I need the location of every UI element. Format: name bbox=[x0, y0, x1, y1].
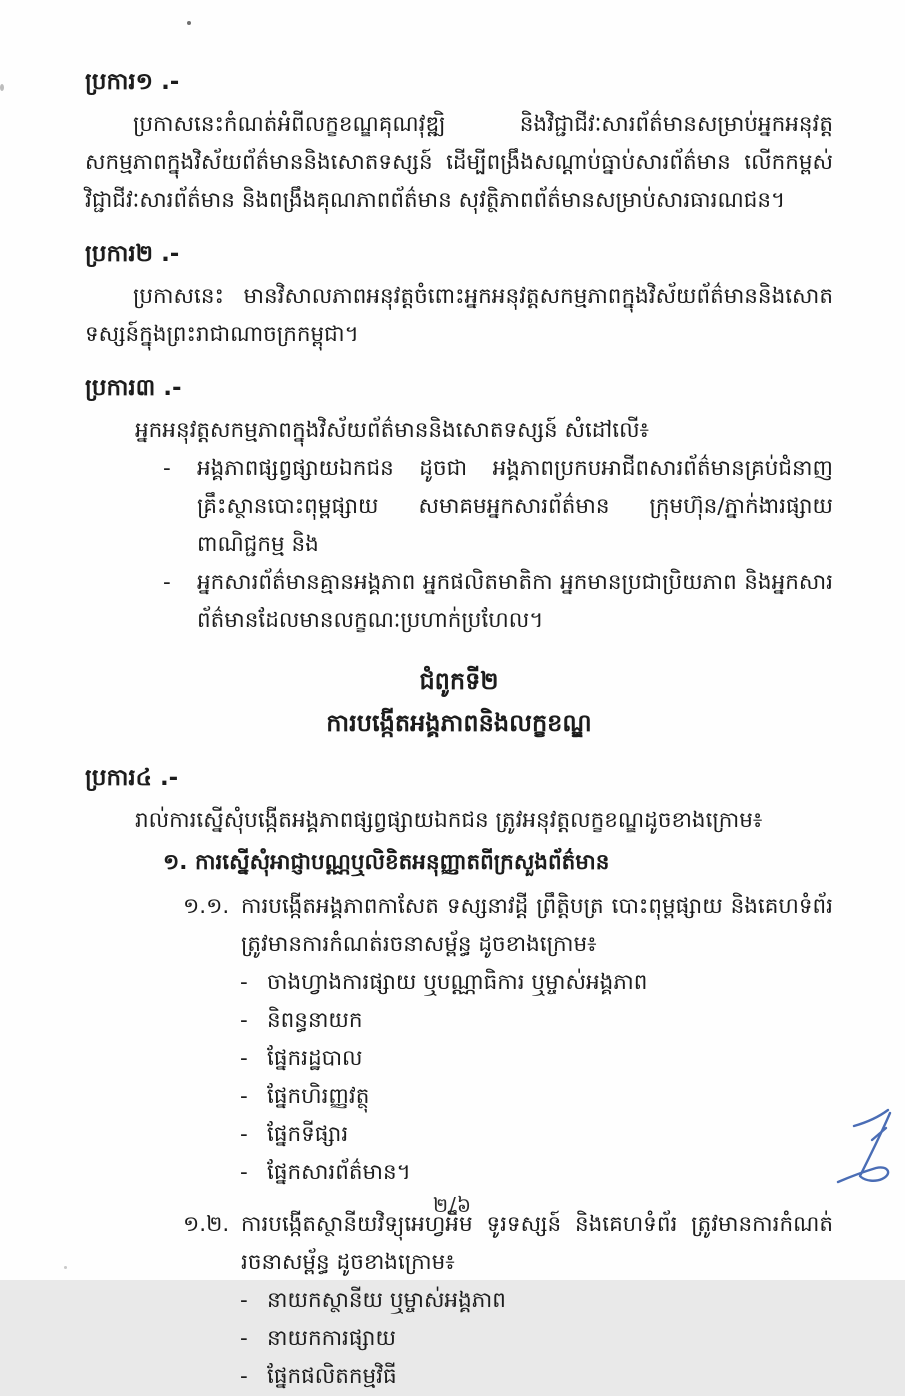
list-item bbox=[240, 1358, 833, 1396]
handwritten-initial-mark bbox=[832, 1106, 898, 1190]
item-number: ១.១. bbox=[183, 894, 230, 919]
list-item-text: នាយកការផ្សាយ bbox=[267, 1326, 396, 1351]
numbered-item-1 bbox=[163, 844, 833, 882]
list-item-text: ចាងហ្វាងការផ្សាយ ឬបណ្ណាធិការ ឬម្ចាស់អង្គភាព bbox=[267, 970, 648, 995]
article-1-heading: ប្រការ១ .- bbox=[85, 69, 180, 95]
dash-marker: - bbox=[240, 1160, 248, 1185]
chapter-title: ជំពូកទី២ bbox=[419, 667, 499, 695]
list-item-text: ផ្នែកផលិតកម្មវិធី bbox=[267, 1364, 397, 1389]
list-item bbox=[240, 964, 833, 1002]
dash-marker: - bbox=[240, 1288, 248, 1313]
dash-marker: - bbox=[163, 456, 171, 481]
item-number: ១. bbox=[163, 850, 188, 875]
page-number: ២/៦ bbox=[432, 1193, 473, 1217]
item-text: ការស្នើសុំអាជ្ញាបណ្ណឬលិខិតអនុញ្ញាតពីក្រសួងព័ត៌មាន bbox=[195, 850, 610, 875]
article-3-heading: ប្រការ៣ .- bbox=[85, 375, 182, 401]
dash-marker: - bbox=[240, 1084, 248, 1109]
list-item bbox=[240, 1282, 833, 1320]
list-item bbox=[240, 1320, 833, 1358]
list-item-text: អង្គភាពផ្សព្វផ្សាយឯកជន ដូចជា អង្គភាពប្រកបអាជីពសារព័ត៌មានគ្រប់ជំនាញ គ្រឹះស្ថានបោះពុម្ពផ្សាយ សមាគមអ្នកសារព័ត៌មាន ក្រុមហ៊ុន/ភ្នាក់ងារផ្សាយពាណិជ្ជកម្ម និង bbox=[197, 456, 833, 557]
item-text: ការបង្កើតស្ថានីយវិទ្យុអេហ្វអឹម ទូរទស្សន៍ និងគេហទំព័រ ត្រូវមានការកំណត់រចនាសម្ព័ន្ធ ដូចខាងក្រោម៖ bbox=[241, 1212, 833, 1275]
list-item bbox=[240, 1116, 833, 1154]
list-item bbox=[240, 1078, 833, 1116]
chapter-subtitle: ការបង្កើតអង្គភាពនិងលក្ខខណ្ឌ bbox=[326, 709, 592, 737]
list-item-text: អ្នកសារព័ត៌មានគ្មានអង្គភាព អ្នកផលិតមាតិកា អ្នកមានប្រជាប្រិយភាព និងអ្នកសារព័ត៌មានដែលមានលក្ខណៈប្រហាក់ប្រហែល។ bbox=[197, 570, 833, 633]
dash-marker: - bbox=[240, 1122, 248, 1147]
dash-marker: - bbox=[240, 1008, 248, 1033]
list-item bbox=[240, 1154, 833, 1192]
list-item bbox=[240, 1040, 833, 1078]
item-text: ការបង្កើតអង្គភាពកាសែត ទស្សនាវដ្ដី ព្រឹត្តិបត្រ បោះពុម្ពផ្សាយ និងគេហទំព័រត្រូវមានការកំណត់រចនាសម្ព័ន្ធ ដូចខាងក្រោម៖ bbox=[241, 894, 833, 957]
chapter-heading bbox=[85, 660, 833, 744]
dash-marker: - bbox=[163, 570, 171, 595]
article-2-paragraph: ប្រកាសនេះ មានវិសាលភាពអនុវត្តចំពោះអ្នកអនុវត្តសកម្មភាពក្នុងវិស័យព័ត៌មាននិងសោតទស្សន៍ក្នុងព្រះរាជាណាចក្រកម្ពុជា។ bbox=[85, 284, 833, 347]
list-item-text: នាយកស្ថានីយ ឬម្ចាស់អង្គភាព bbox=[267, 1288, 506, 1313]
dash-marker: - bbox=[240, 1364, 248, 1389]
scan-speck bbox=[64, 1266, 67, 1269]
article-4-heading: ប្រការ៤ .- bbox=[85, 765, 179, 791]
list-item bbox=[163, 564, 833, 640]
article-1-paragraph: ប្រកាសនេះកំណត់អំពីលក្ខខណ្ឌគុណវុឌ្ឍិ និងវិជ្ជាជីវៈសារព័ត៌មានសម្រាប់អ្នកអនុវត្តសកម្មភាពក្នុងវិស័យព័ត៌មាននិងសោតទស្សន៍ ដើម្បីពង្រឹងសណ្ដាប់ធ្នាប់សារព័ត៌មាន លើកកម្ពស់វិជ្ជាជីវៈសារព័ត៌មាន និងពង្រឹងគុណភាពព័ត៌មាន សុវត្ថិភាពព័ត៌មានសម្រាប់សារធារណជន។ bbox=[85, 112, 833, 213]
list-item-text: ផ្នែកទីផ្សារ bbox=[267, 1122, 349, 1147]
list-item-text: ផ្នែកហិរញ្ញវត្ថុ bbox=[267, 1084, 370, 1109]
list-item-text: ផ្នែករដ្ឋបាល bbox=[267, 1046, 363, 1071]
dash-marker: - bbox=[240, 1326, 248, 1351]
numbered-subitem-1-1 bbox=[183, 888, 833, 964]
article-3-intro: អ្នកអនុវត្តសកម្មភាពក្នុងវិស័យព័ត៌មាននិងសោតទស្សន៍ សំដៅលើ៖ bbox=[135, 418, 649, 443]
scan-speck bbox=[187, 21, 191, 25]
list-item-text: និពន្ធនាយក bbox=[267, 1008, 363, 1033]
dash-marker: - bbox=[240, 970, 248, 995]
scan-speck bbox=[0, 84, 4, 91]
dash-marker: - bbox=[240, 1046, 248, 1071]
article-4-intro: រាល់ការស្នើសុំបង្កើតអង្គភាពផ្សព្វផ្សាយឯកជន ត្រូវអនុវត្តលក្ខខណ្ឌដូចខាងក្រោម៖ bbox=[135, 808, 763, 833]
list-item-text: ផ្នែកសារព័ត៌មាន។ bbox=[267, 1160, 411, 1185]
list-item bbox=[240, 1002, 833, 1040]
article-2-heading: ប្រការ២ .- bbox=[85, 241, 180, 267]
item-number: ១.២. bbox=[183, 1212, 230, 1237]
list-item bbox=[163, 450, 833, 564]
